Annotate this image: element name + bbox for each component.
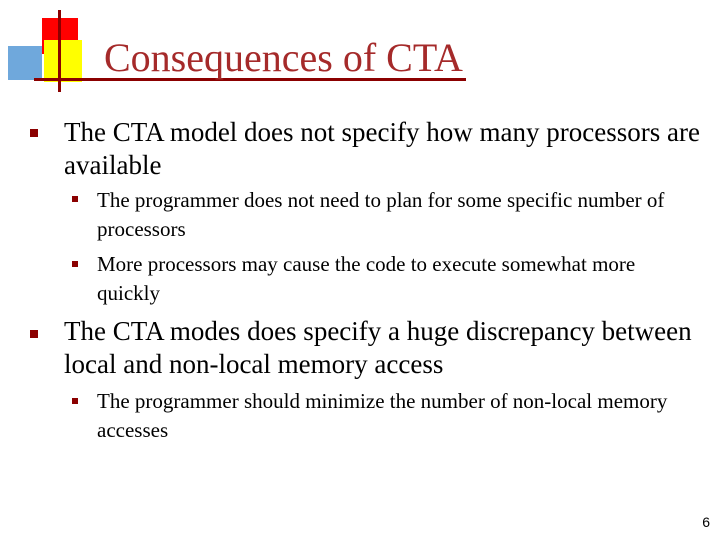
slide-title: Consequences of CTA bbox=[104, 35, 463, 80]
bullet-marker bbox=[30, 330, 38, 338]
sub-bullet-marker bbox=[72, 261, 78, 267]
bullet-text: The CTA model does not specify how many processors are available bbox=[64, 117, 700, 180]
logo-yellow-square bbox=[44, 40, 82, 82]
sub-bullet-text: The programmer does not need to plan for some specific number of processors bbox=[97, 188, 665, 241]
logo-blue-square bbox=[8, 46, 42, 80]
bullet-marker bbox=[30, 129, 38, 137]
bullet-text: The CTA modes does specify a huge discrepancy between local and non-local memory access bbox=[64, 316, 692, 379]
sub-bullet-text: The programmer should minimize the number of non-local memory accesses bbox=[97, 389, 668, 442]
page-number: 6 bbox=[702, 514, 710, 530]
sub-bullet-marker bbox=[72, 398, 78, 404]
sub-bullet-marker bbox=[72, 196, 78, 202]
sub-bullet-text: More processors may cause the code to execute somewhat more quickly bbox=[97, 252, 636, 305]
